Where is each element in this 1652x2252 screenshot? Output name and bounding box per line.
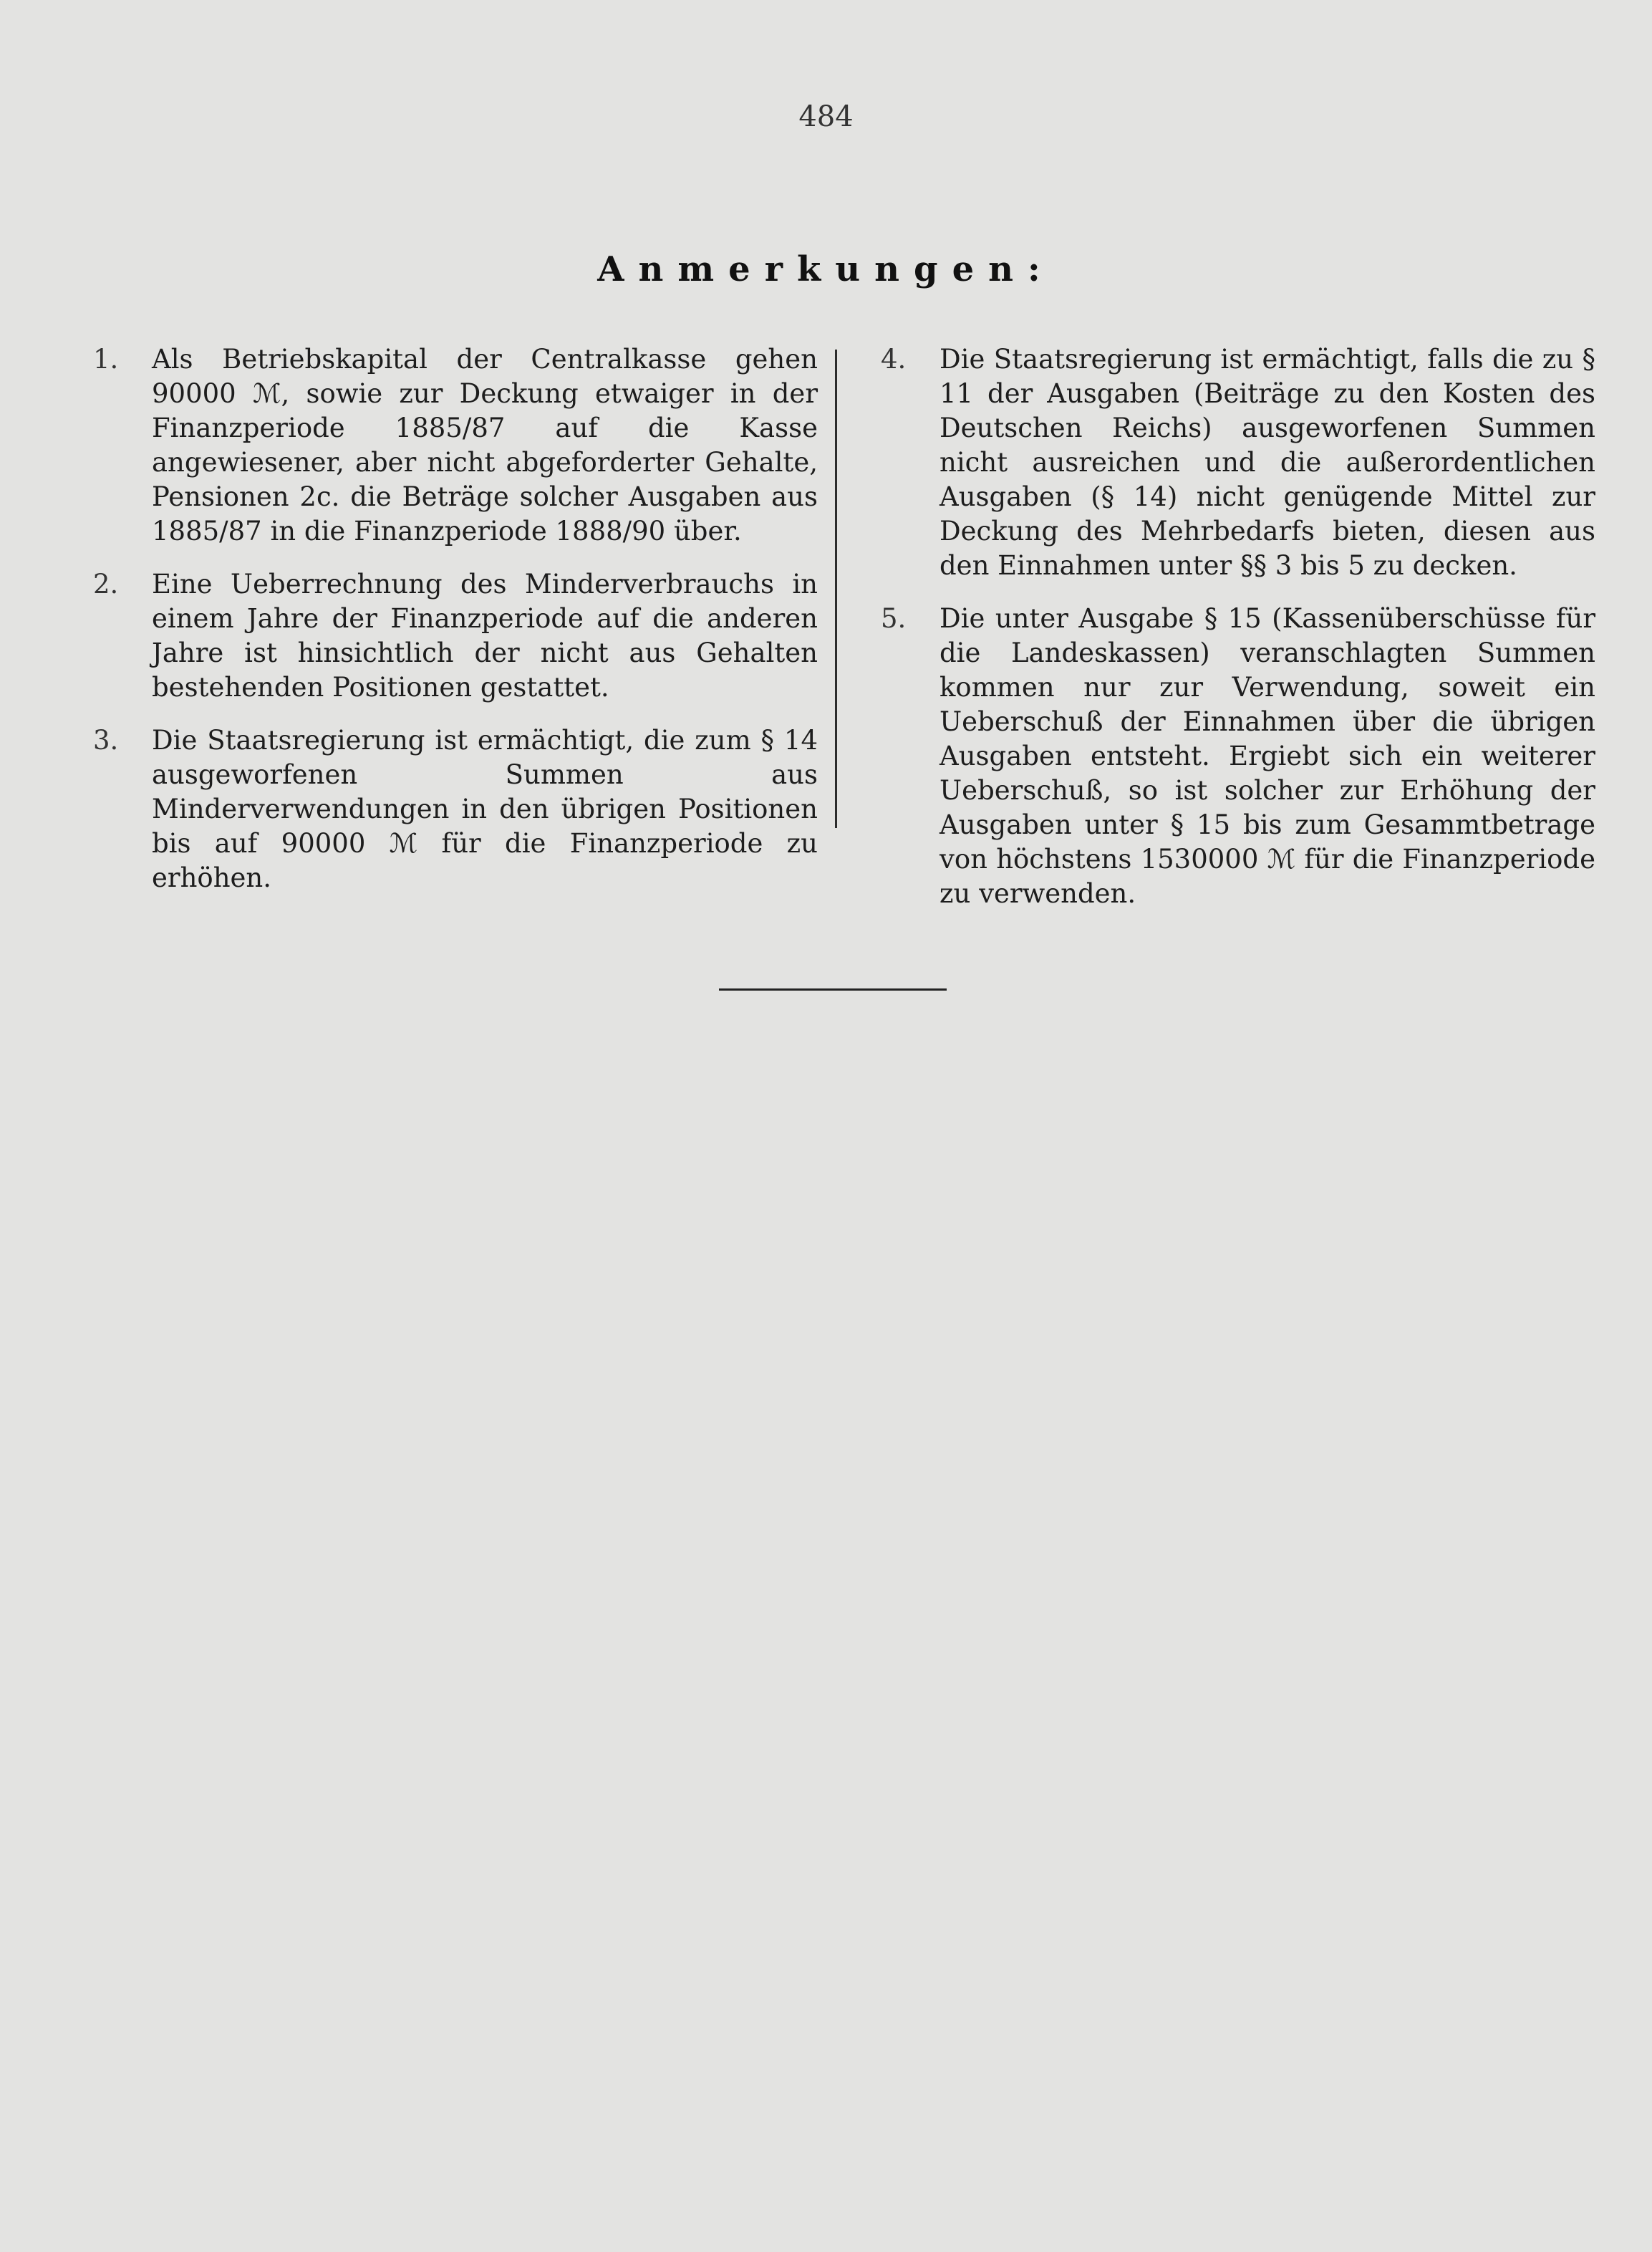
- note-text: Eine Ueberrechnung des Minderverbrauchs in einem Jahre der Finanzperiode auf die anderen Jahre ist hinsichtlich der nicht aus Gehalten bestehenden Positionen gestattet.: [152, 569, 818, 703]
- note-number: 3.: [93, 725, 119, 756]
- note-item: [93, 567, 818, 705]
- note-item: [93, 723, 818, 895]
- page-number: 484: [798, 100, 854, 133]
- note-item: [881, 342, 1595, 583]
- note-number: 4.: [881, 344, 907, 375]
- note-text: Als Betriebskapital der Centralkasse gehen 90000 ℳ, sowie zur Deckung etwaiger in der Finanzperiode 1885/87 auf die Kasse angewiesener, aber nicht abgeforderter Gehalte, Pensionen 2c. die Beträge solcher Ausgaben aus 1885/87 in die Finanzperiode 1888/90 über.: [152, 344, 818, 547]
- note-number: 1.: [93, 344, 119, 375]
- notes-left-column: [93, 342, 818, 914]
- notes-right-column: [881, 342, 1595, 930]
- notes-heading: Anmerkungen:: [597, 249, 1055, 289]
- note-item: [881, 602, 1595, 911]
- note-text: Die unter Ausgabe § 15 (Kassenüberschüsse für die Landeskassen) veranschlagten Summen kommen nur zur Verwendung, soweit ein Ueberschuß der Einnahmen über die übrigen Ausgaben entsteht. Ergiebt sich ein weiterer Ueberschuß, so ist solcher zur Erhöhung der Ausgaben unter § 15 bis zum Gesammtbetrage von höchstens 1530000 ℳ für die Finanzperiode zu verwenden.: [939, 603, 1595, 909]
- note-item: [93, 342, 818, 549]
- column-divider: [835, 350, 837, 828]
- note-number: 2.: [93, 569, 119, 600]
- note-text: Die Staatsregierung ist ermächtigt, falls die zu § 11 der Ausgaben (Beiträge zu den Kosten des Deutschen Reichs) ausgeworfenen Summen nicht ausreichen und die außerordentlichen Ausgaben (§ 14) nicht genügende Mittel zur Deckung des Mehrbedarfs bieten, diesen aus den Einnahmen unter §§ 3 bis 5 zu decken.: [939, 344, 1595, 581]
- note-number: 5.: [881, 603, 907, 634]
- note-text: Die Staatsregierung ist ermächtigt, die zum § 14 ausgeworfenen Summen aus Minderverwendungen in den übrigen Positionen bis auf 90000 ℳ für die Finanzperiode zu erhöhen.: [152, 725, 818, 893]
- end-rule: [719, 988, 947, 991]
